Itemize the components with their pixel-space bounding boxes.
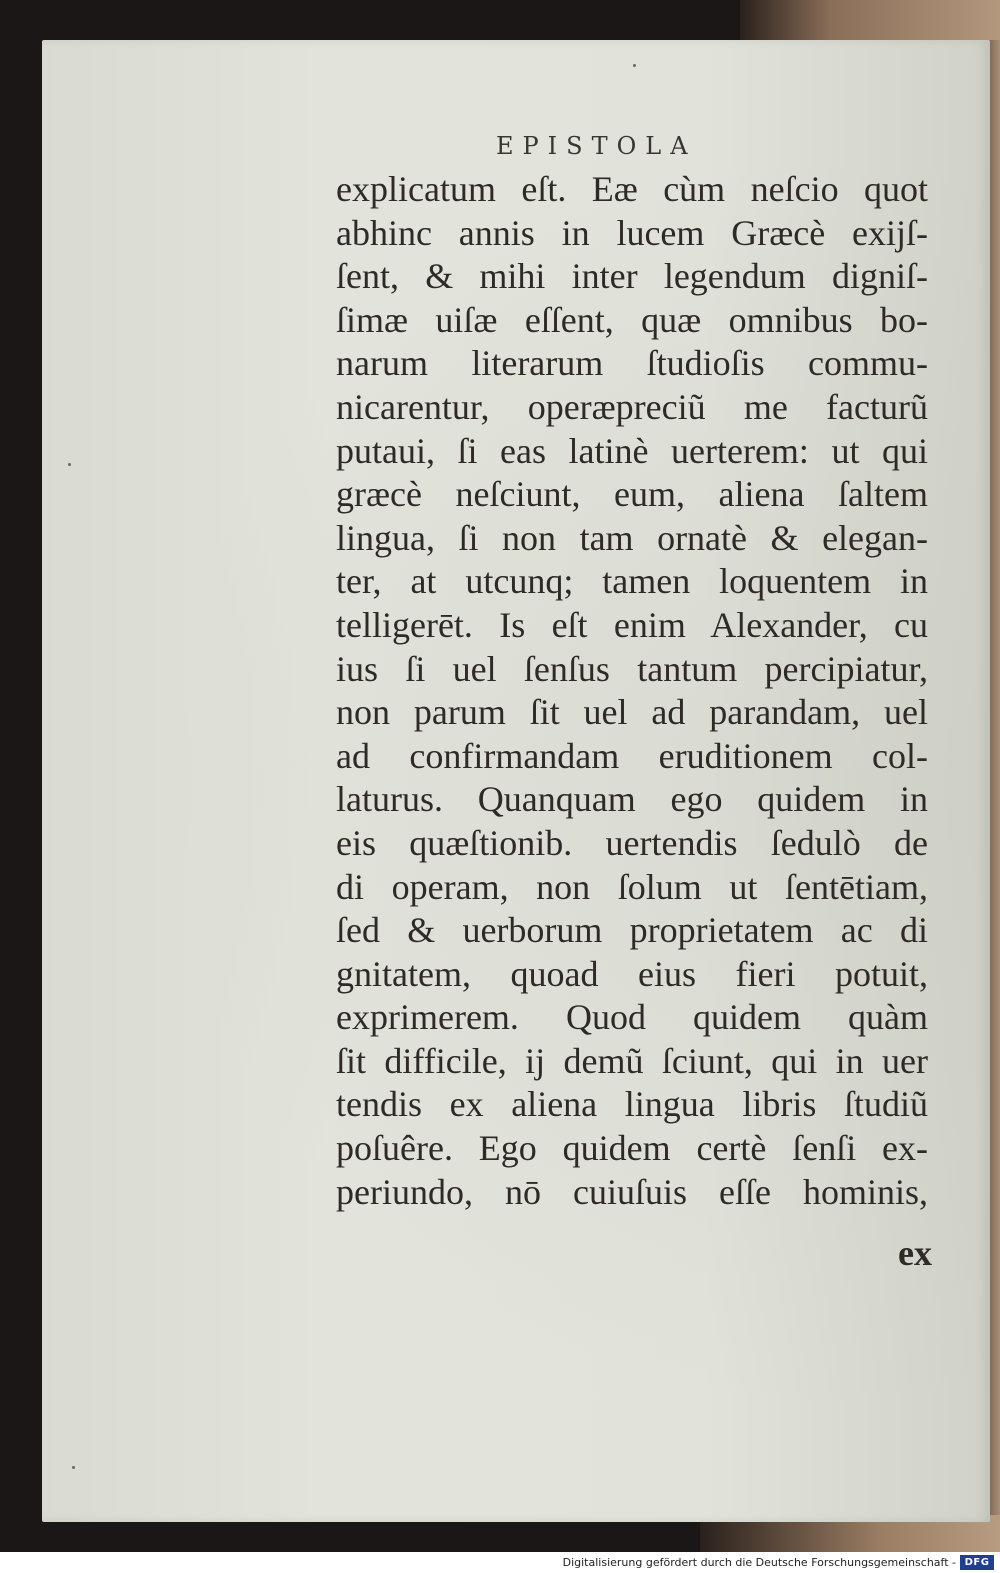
text-line: periundo, nō cuiuſuis eſſe hominis, (336, 1171, 928, 1212)
text-line: ſit difficile, ij demũ ſciunt, qui in uer (336, 1040, 928, 1081)
text-line: ius ſi uel ſenſus tantum percipiatur, (336, 648, 928, 689)
text-line: telligerēt. Is eſt enim Alexander, cu (336, 604, 928, 645)
text-line: lingua, ſi non tam ornatè & elegan- (336, 517, 928, 558)
text-line: gnitatem, quoad eius fieri potuit, (336, 953, 928, 994)
text-line: explicatum eſt. Eæ cùm neſcio quot (336, 169, 928, 209)
body-text (336, 168, 928, 1214)
text-line: poſuêre. Ego quidem certè ſenſi ex- (336, 1128, 928, 1169)
text-line: ad confirmandam eruditionem col- (336, 735, 928, 776)
text-line: græcè neſciunt, eum, aliena ſaltem (336, 474, 928, 515)
text-line: eis quæſtionib. uertendis ſedulò de (336, 822, 928, 863)
text-line: di operam, non ſolum ut ſentētiam, (336, 866, 928, 907)
text-line: abhinc annis in lucem Græcè exijſ- (336, 212, 928, 253)
dfg-logo-icon[interactable]: DFG (960, 1555, 994, 1570)
text-line: non parum ſit uel ad parandam, uel (336, 692, 928, 733)
text-line: narum literarum ſtudioſis commu- (336, 343, 928, 384)
footer-bar (0, 1552, 1000, 1573)
text-line: laturus. Quanquam ego quidem in (336, 779, 928, 820)
text-line: exprimerem. Quod quidem quàm (336, 997, 928, 1038)
text-line: tendis ex aliena lingua libris ſtudiũ (336, 1084, 928, 1125)
ink-speck (633, 64, 636, 67)
text-line: ter, at utcunq; tamen loquentem in (336, 561, 928, 602)
ink-speck (68, 463, 71, 466)
catchword: ex (898, 1233, 932, 1273)
funding-credit: Digitalisierung gefördert durch die Deutsche Forschungsgemeinschaft - (562, 1556, 956, 1569)
text-line: ſimæ uiſæ eſſent, quæ omnibus bo- (336, 299, 928, 340)
ink-speck (72, 1466, 75, 1469)
text-line: nicarentur, operæpreciũ me facturũ (336, 386, 928, 427)
running-head: EPISTOLA (496, 132, 697, 160)
backdrop-binding-top (740, 0, 1000, 44)
text-line: ſent, & mihi inter legendum digniſ- (336, 256, 928, 297)
text-line: ſed & uerborum proprietatem ac di (336, 910, 928, 951)
text-line: putaui, ſi eas latinè uerterem: ut qui (336, 430, 928, 471)
